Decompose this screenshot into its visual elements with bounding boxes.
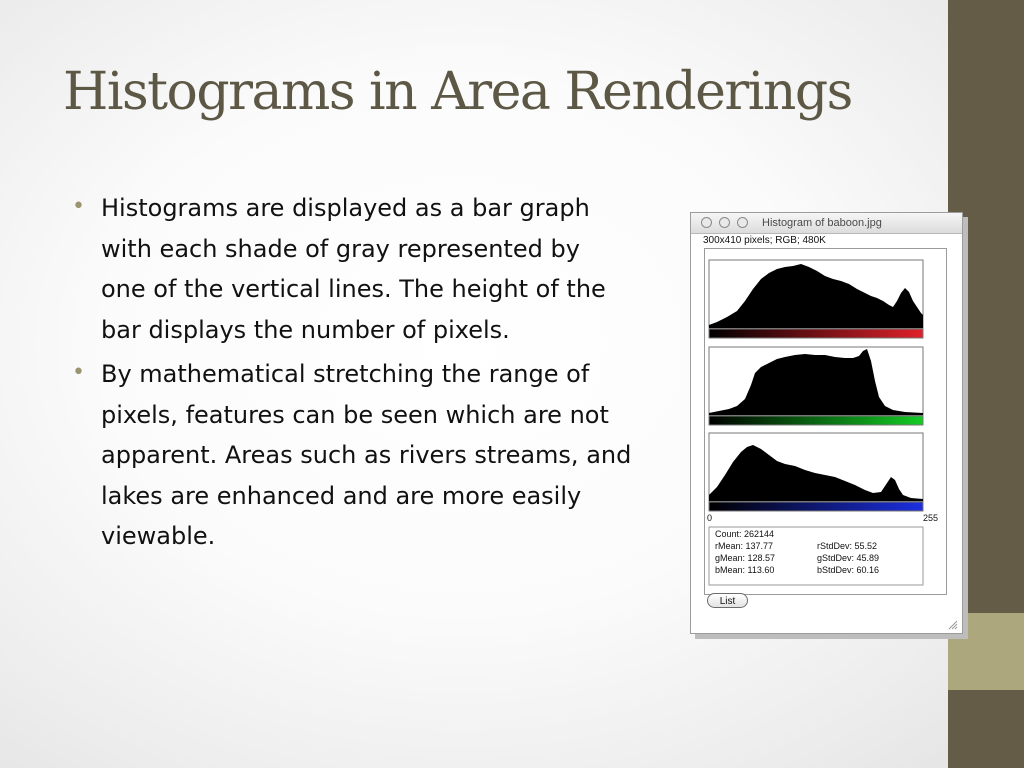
stat-b-stddev: bStdDev: 60.16	[817, 565, 880, 575]
bullet-text: By mathematical stretching the range of pixels, features can be seen which are not apparent. Areas such as rivers streams, and lakes are enhanced and are more easily viewable.	[101, 360, 632, 550]
stat-b-mean: bMean: 113.60	[715, 565, 775, 575]
bullet-icon: •	[72, 194, 85, 219]
red-channel-bar	[709, 329, 923, 338]
stat-r-stddev: rStdDev: 55.52	[817, 541, 878, 551]
blue-channel-bar	[709, 502, 923, 511]
close-button-icon[interactable]	[701, 217, 712, 228]
resize-grip-icon[interactable]	[948, 620, 958, 630]
window-titlebar[interactable]	[691, 213, 962, 234]
slide-title: Histograms in Area Renderings	[63, 62, 852, 122]
bullet-list	[72, 188, 632, 561]
bullet-item	[72, 188, 632, 350]
stat-g-mean: gMean: 128.57	[715, 553, 776, 563]
list-button[interactable]: List	[707, 593, 748, 608]
green-channel-bar	[709, 416, 923, 425]
stat-count: Count: 262144	[715, 529, 775, 539]
axis-min-label: 0	[707, 513, 713, 523]
stat-g-stddev: gStdDev: 45.89	[817, 553, 880, 563]
image-info: 300x410 pixels; RGB; 480K	[703, 235, 826, 246]
histogram-window	[690, 212, 963, 634]
bullet-icon: •	[72, 360, 85, 385]
bullet-text: Histograms are displayed as a bar graph with each shade of gray represented by one of the vertical lines. The height of the bar displays the number of pixels.	[101, 194, 606, 344]
zoom-button-icon[interactable]	[737, 217, 748, 228]
stat-r-mean: rMean: 137.77	[715, 541, 774, 551]
window-title: Histogram of baboon.jpg	[762, 217, 882, 229]
minimize-button-icon[interactable]	[719, 217, 730, 228]
axis-max-label: 255	[923, 513, 939, 523]
bullet-item	[72, 354, 632, 557]
histogram-panel	[704, 248, 947, 595]
